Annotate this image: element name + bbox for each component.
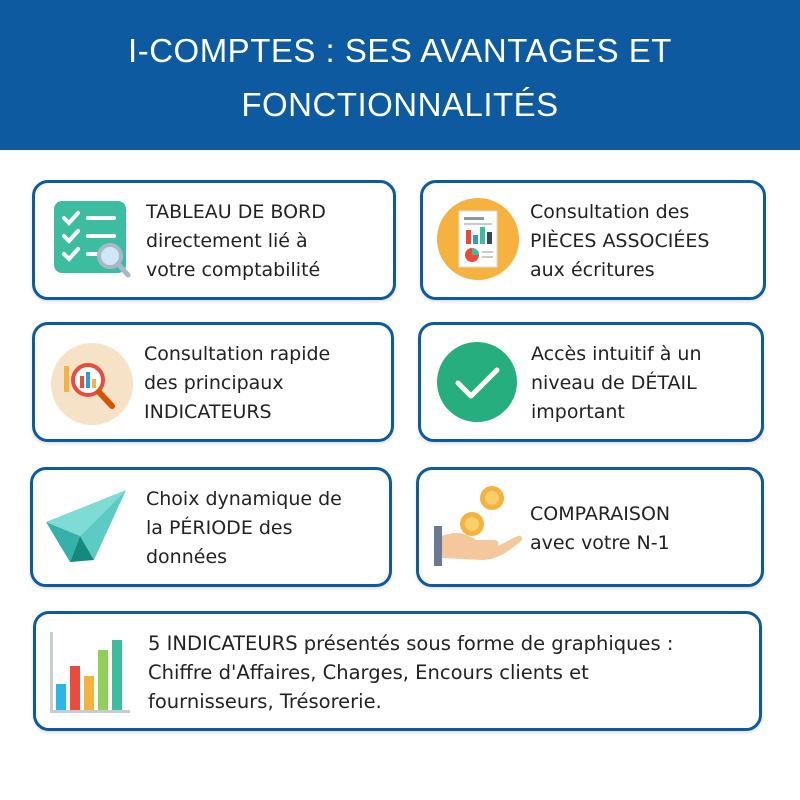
feature-text-period: Choix dynamique de la PÉRIODE des données <box>146 488 342 568</box>
page-title-line-1: I-COMPTES : SES AVANTAGES ET <box>128 32 672 69</box>
feature-text-documents: Consultation des PIÈCES ASSOCIÉES aux écritures <box>530 201 710 281</box>
header-banner <box>0 0 800 150</box>
bar-chart-icon <box>44 630 134 716</box>
page-title-line-2: FONCTIONNALITÉS <box>241 86 559 123</box>
checkmark-icon <box>436 341 518 423</box>
feature-text-charts: 5 INDICATEURS présentés sous forme de graphiques : Chiffre d'Affaires, Charges, Encours clients et fournisseurs, Trésorerie. <box>148 632 674 713</box>
checklist-magnifier-icon <box>50 198 132 280</box>
coins-hand-icon <box>432 484 524 570</box>
feature-text-detail: Accès intuitif à un niveau de DÉTAIL important <box>531 343 702 423</box>
feature-text-dashboard: TABLEAU DE BORD directement lié à votre comptabilité <box>146 201 326 281</box>
chart-magnifier-icon <box>50 342 134 426</box>
report-document-icon <box>436 197 520 281</box>
paper-plane-icon <box>44 488 128 566</box>
feature-text-comparison: COMPARAISON avec votre N-1 <box>530 503 671 554</box>
feature-text-indicators: Consultation rapide des principaux INDICATEURS <box>144 343 331 423</box>
